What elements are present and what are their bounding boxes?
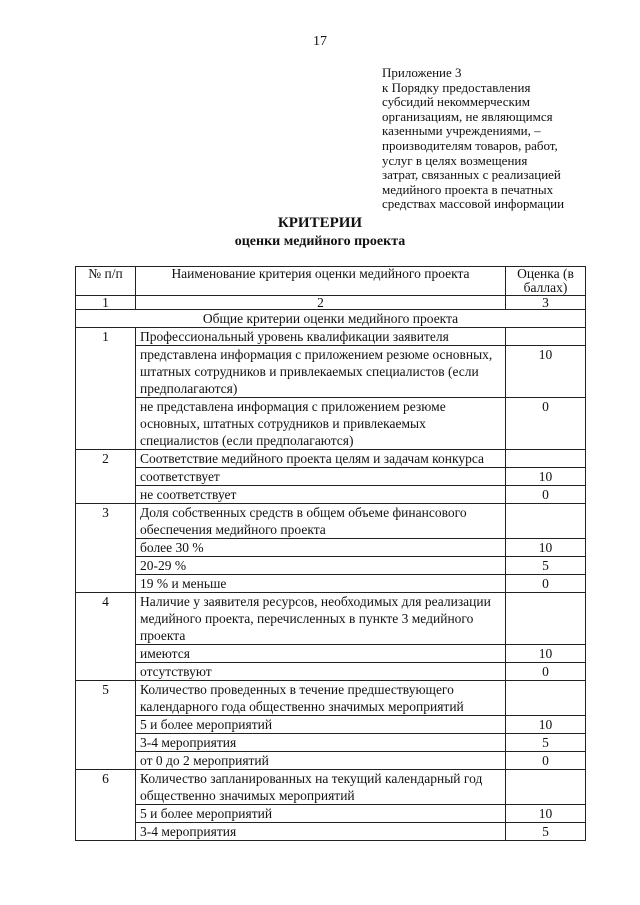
criteria-table (75, 266, 586, 841)
option-text: имеются (136, 645, 506, 663)
criterion-name: Количество проведенных в течение предшествующего календарного года общественно значимых мероприятий (136, 681, 506, 716)
option-row (76, 539, 586, 557)
header-name: Наименование критерия оценки медийного проекта (136, 267, 506, 296)
option-row (76, 486, 586, 504)
option-text: 5 и более мероприятий (136, 716, 506, 734)
page-number: 17 (313, 34, 327, 49)
option-row (76, 645, 586, 663)
criterion-score-empty (506, 450, 586, 468)
criterion-score-empty (506, 681, 586, 716)
criterion-name: Соответствие медийного проекта целям и задачам конкурса (136, 450, 506, 468)
option-text: от 0 до 2 мероприятий (136, 752, 506, 770)
criterion-name: Наличие у заявителя ресурсов, необходимых для реализации медийного проекта, перечисленных в пункте 3 медийного проекта (136, 593, 506, 645)
appendix-line: к Порядку предоставления (382, 79, 531, 95)
document-title: КРИТЕРИИ (277, 215, 363, 231)
criterion-score-empty (506, 504, 586, 539)
option-text: отсутствуют (136, 663, 506, 681)
criterion-row (76, 770, 586, 805)
criterion-number: 5 (76, 681, 136, 770)
criterion-name: Профессиональный уровень квалификации заявителя (136, 328, 506, 346)
option-text: 19 % и меньше (136, 575, 506, 593)
header-num: № п/п (76, 267, 136, 296)
option-score: 10 (506, 468, 586, 486)
option-text: 3-4 мероприятия (136, 823, 506, 841)
criterion-number: 1 (76, 328, 136, 450)
option-text: 3-4 мероприятия (136, 734, 506, 752)
index-cell: 1 (76, 296, 136, 310)
criterion-name: Доля собственных средств в общем объеме финансового обеспечения медийного проекта (136, 504, 506, 539)
option-row (76, 575, 586, 593)
criterion-number: 3 (76, 504, 136, 593)
criterion-score-empty (506, 770, 586, 805)
criterion-number: 2 (76, 450, 136, 504)
criterion-row (76, 504, 586, 539)
appendix-line: затрат, связанных с реализацией (382, 167, 561, 183)
appendix-line: производителям товаров, работ, (382, 137, 558, 153)
option-score: 10 (506, 645, 586, 663)
appendix-line: медийного проекта в печатных (382, 181, 554, 197)
criterion-row (76, 593, 586, 645)
option-row (76, 468, 586, 486)
appendix-line: субсидий некоммерческим (382, 94, 530, 110)
criterion-row (76, 681, 586, 716)
option-score: 5 (506, 823, 586, 841)
criterion-score-empty (506, 328, 586, 346)
option-text: 20-29 % (136, 557, 506, 575)
option-score: 0 (506, 398, 586, 450)
option-text: соответствует (136, 468, 506, 486)
appendix-line: средствах массовой информации (382, 196, 565, 212)
header-score: Оценка (в баллах) (506, 267, 586, 296)
appendix-line: организациям, не являющимся (382, 108, 553, 124)
appendix-line: Приложение 3 (382, 65, 462, 80)
option-score: 10 (506, 346, 586, 398)
criterion-name: Количество запланированных на текущий календарный год общественно значимых мероприятий (136, 770, 506, 805)
option-row (76, 734, 586, 752)
section-row (76, 310, 586, 328)
option-row (76, 346, 586, 398)
index-cell: 3 (506, 296, 586, 310)
document-subtitle: оценки медийного проекта (234, 234, 406, 249)
option-row (76, 557, 586, 575)
option-score: 0 (506, 663, 586, 681)
option-score: 10 (506, 716, 586, 734)
appendix-line: казенными учреждениями, – (382, 123, 541, 139)
option-row (76, 398, 586, 450)
section-title: Общие критерии оценки медийного проекта (76, 310, 586, 328)
appendix-note (382, 66, 622, 212)
table-header-row (76, 267, 586, 296)
option-score: 0 (506, 752, 586, 770)
option-score: 10 (506, 805, 586, 823)
criterion-score-empty (506, 593, 586, 645)
option-score: 5 (506, 734, 586, 752)
table-index-row (76, 296, 586, 310)
option-row (76, 663, 586, 681)
option-text: не представлена информация с приложением резюме основных, штатных сотрудников и привлекаемых специалистов (если предполагаются) (136, 398, 506, 450)
criterion-row (76, 450, 586, 468)
option-row (76, 823, 586, 841)
option-row (76, 752, 586, 770)
appendix-line: услуг в целях возмещения (382, 152, 528, 168)
option-text: не соответствует (136, 486, 506, 504)
option-score: 5 (506, 557, 586, 575)
option-score: 0 (506, 486, 586, 504)
option-text: более 30 % (136, 539, 506, 557)
option-text: 5 и более мероприятий (136, 805, 506, 823)
option-row (76, 805, 586, 823)
option-score: 0 (506, 575, 586, 593)
criterion-row (76, 328, 586, 346)
index-cell: 2 (136, 296, 506, 310)
criterion-number: 4 (76, 593, 136, 681)
option-text: представлена информация с приложением резюме основных, штатных сотрудников и привлекаемых специалистов (если предполагаются) (136, 346, 506, 398)
criterion-number: 6 (76, 770, 136, 841)
option-row (76, 716, 586, 734)
option-score: 10 (506, 539, 586, 557)
